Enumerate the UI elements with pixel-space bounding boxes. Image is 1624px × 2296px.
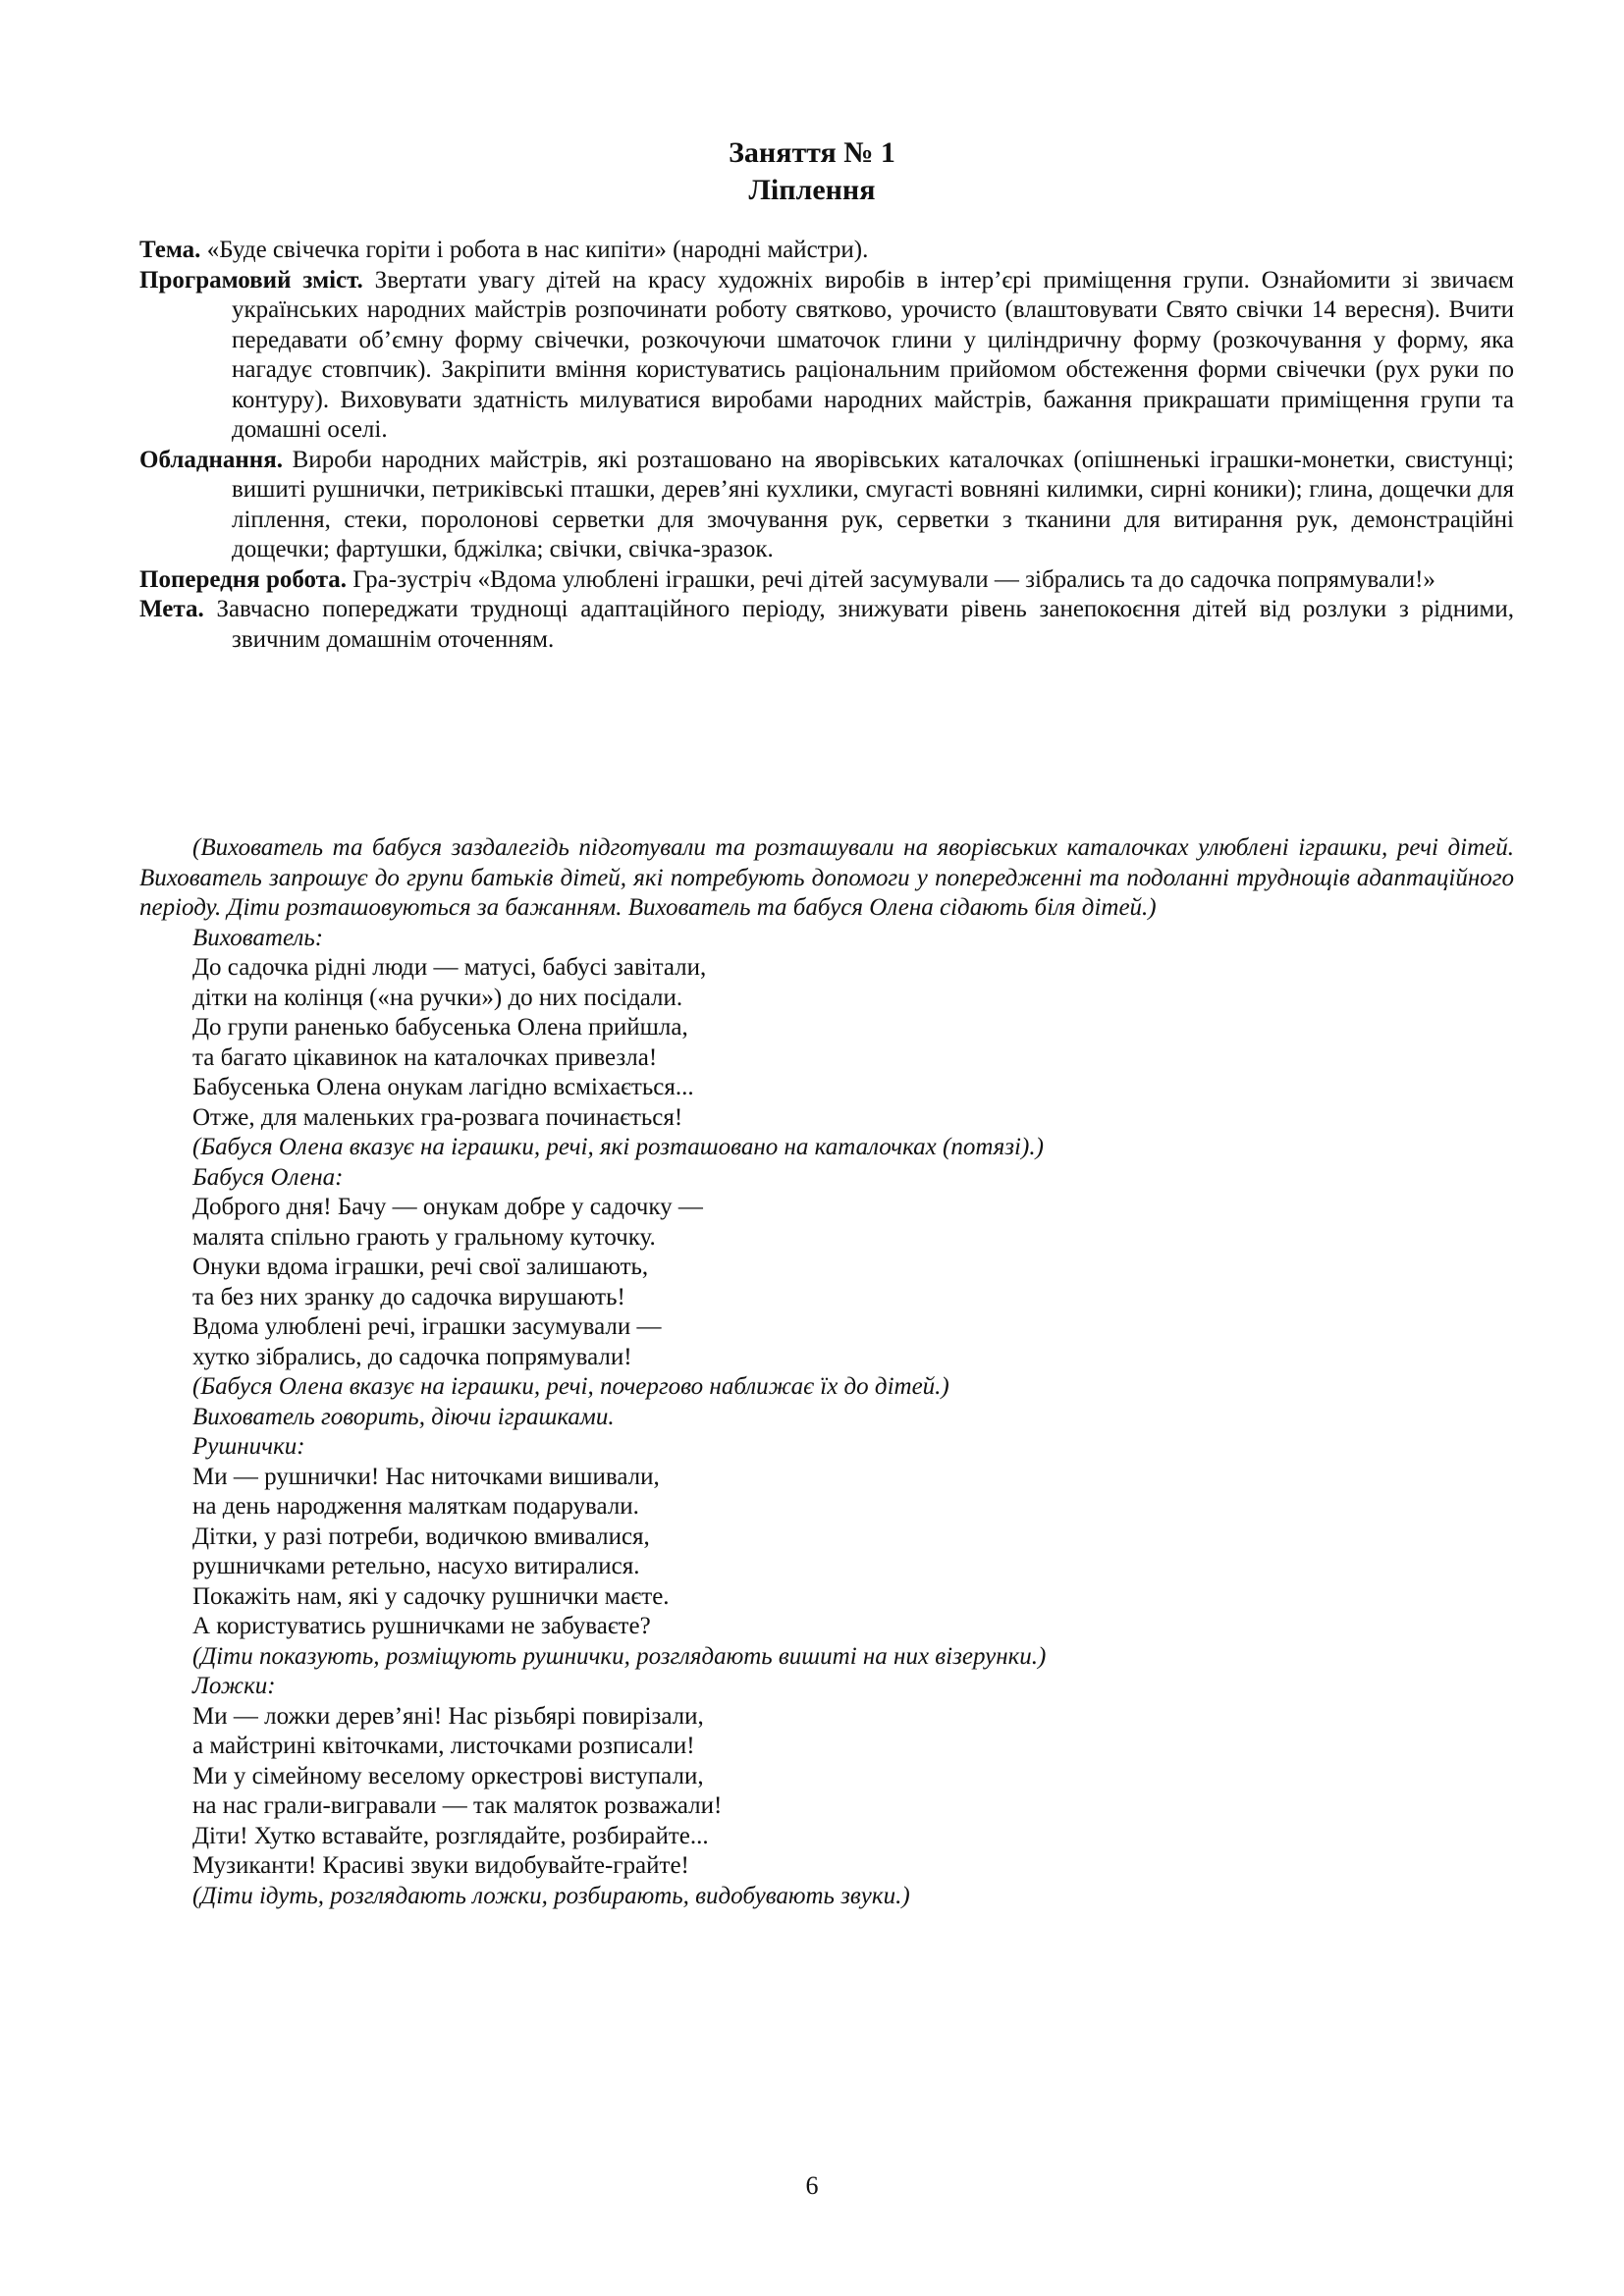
- lesson-meta: [139, 236, 1514, 655]
- script-lines: [139, 924, 1514, 1912]
- stage-direction-line: Вихователь:: [192, 924, 324, 951]
- meta-label: Попередня робота.: [139, 565, 348, 593]
- meta-text: Звертати увагу дітей на красу художніх виробів в інтер’єрі приміщення групи. Ознайомити зі звичаєм українських народних майстрів розпочинати роботу святково, урочисто (влаштовувати Свято свічки 14 вересня). Вчити передавати об’ємну форму свічечки, розкочуючи шматочок глини у циліндричну форму (розкочування у форму, яка нагадує стовпчик). Закріпити вміння користуватись раціональним прийомом обстеження форми свічечки (рух руки по контуру). Виховувати здатність милуватися виробами народних майстрів, бажання прикрашати приміщення групи та домашні оселі.: [232, 266, 1515, 443]
- verse-line: До садочка рідні люди — матусі, бабусі завітали,: [192, 954, 707, 981]
- meta-label: Тема.: [139, 237, 201, 263]
- verse-line: Ми — ложки дерев’яні! Нас різьбярі повирізали,: [192, 1702, 704, 1730]
- verse-line: Онуки вдома іграшки, речі свої залишають,: [192, 1254, 649, 1280]
- meta-text: Вироби народних майстрів, які розташовано на яворівських каталочках (опішненькі іграшки-монетки, свистунці; вишиті рушнички, петриківські пташки, дерев’яні кухлики, смугасті вовняні килимки, сирні коники); глина, дощечки для ліплення, стеки, поролонові серветки для змочування рук, серветки з тканини для витирання рук, демонстраційні дощечки; фартушки, бджілка; свічки, свічка-зразок.: [232, 446, 1514, 562]
- verse-line: Вдома улюблені речі, іграшки засумували —: [192, 1313, 662, 1340]
- page-number: 6: [805, 2171, 819, 2200]
- verse-line: Отже, для маленьких гра-розвага починається!: [192, 1103, 683, 1131]
- meta-text: Гра-зустріч «Вдома улюблені іграшки, речі дітей засумували — зібрались та до садочка попрямували!»: [347, 565, 1435, 593]
- verse-line: Покажіть нам, які у садочку рушнички маєте.: [192, 1582, 670, 1610]
- meta-label: Програмовий зміст.: [139, 266, 363, 294]
- verse-line: Ми у сімейному веселому оркестрові виступали,: [192, 1762, 704, 1789]
- meta-text: «Буде свічечка горіти і робота в нас кипіти» (народні майстри).: [200, 237, 869, 263]
- meta-preparation: [139, 565, 1514, 596]
- verse-line: До групи раненько бабусенька Олена прийшла,: [192, 1014, 688, 1041]
- stage-direction-line: (Бабуся Олена вказує на іграшки, речі, які розташовано на каталочках (потязі).): [192, 1134, 1044, 1160]
- verse-line: Дітки, у разі потреби, водичкою вмивалися,: [192, 1522, 650, 1550]
- lesson-title: Заняття № 1: [729, 136, 895, 169]
- stage-direction-line: (Діти ідуть, розглядають ложки, розбирають, видобувають звуки.): [192, 1882, 910, 1909]
- meta-label: Обладнання.: [139, 446, 283, 473]
- meta-program: [139, 266, 1514, 446]
- lesson-script: [139, 833, 1514, 1911]
- verse-line: хутко зібрались, до садочка попрямували!: [192, 1343, 632, 1370]
- stage-direction-line: Рушнички:: [192, 1433, 305, 1460]
- verse-line: Діти! Хутко вставайте, розглядайте, розбирайте...: [192, 1822, 709, 1849]
- verse-line: Доброго дня! Бачу — онукам добре у садочку —: [192, 1194, 703, 1220]
- verse-line: та багато цікавинок на каталочках привезла!: [192, 1043, 658, 1071]
- verse-line: а майстрині квіточками, листочками розписали!: [192, 1733, 695, 1759]
- stage-direction-line: Ложки:: [192, 1673, 276, 1699]
- verse-line: Музиканти! Красиві звуки видобувайте-грайте!: [192, 1852, 689, 1879]
- verse-line: дітки на колінця («на ручки») до них посідали.: [192, 984, 683, 1011]
- verse-line: на день народження маляткам подарували.: [192, 1493, 639, 1520]
- meta-label: Мета.: [139, 596, 204, 622]
- verse-line: малята спільно грають у гральному куточку.: [192, 1223, 656, 1251]
- stage-direction-line: Вихователь говорить, діючи іграшками.: [192, 1403, 615, 1430]
- verse-line: Ми — рушнички! Нас ниточками вишивали,: [192, 1463, 660, 1490]
- verse-line: А користуватись рушничками не забуваєте?: [192, 1613, 651, 1639]
- verse-line: на нас грали-вигравали — так маляток розважали!: [192, 1792, 723, 1819]
- meta-goal: [139, 595, 1514, 655]
- meta-topic: [139, 236, 1514, 266]
- meta-text: Завчасно попереджати труднощі адаптаційного періоду, знижувати рівень занепокоєння дітей від розлуки з рідними, звичним домашнім оточенням.: [203, 596, 1514, 653]
- verse-line: Бабусенька Олена онукам лагідно всміхається...: [192, 1074, 694, 1100]
- stage-direction-intro: (Вихователь та бабуся заздалегідь підготували та розташували на яворівських каталочках улюблені іграшки, речі дітей. Вихователь запрошує до групи батьків дітей, які потребують допомоги у попередженні та подоланні труднощів адаптаційного періоду. Діти розташовуються за бажанням. Вихователь та бабуся Олена сідають біля дітей.): [139, 834, 1514, 921]
- verse-line: рушничками ретельно, насухо витиралися.: [192, 1553, 640, 1579]
- stage-direction-line: (Діти показують, розміщують рушнички, розглядають вишиті на них візерунки.): [192, 1642, 1047, 1670]
- meta-equipment: [139, 446, 1514, 565]
- verse-line: та без них зранку до садочка вирушають!: [192, 1283, 625, 1310]
- stage-direction-line: (Бабуся Олена вказує на іграшки, речі, почергово наближає їх до дітей.): [192, 1373, 949, 1400]
- stage-direction-line: Бабуся Олена:: [192, 1163, 344, 1191]
- lesson-subject: Ліплення: [748, 174, 876, 206]
